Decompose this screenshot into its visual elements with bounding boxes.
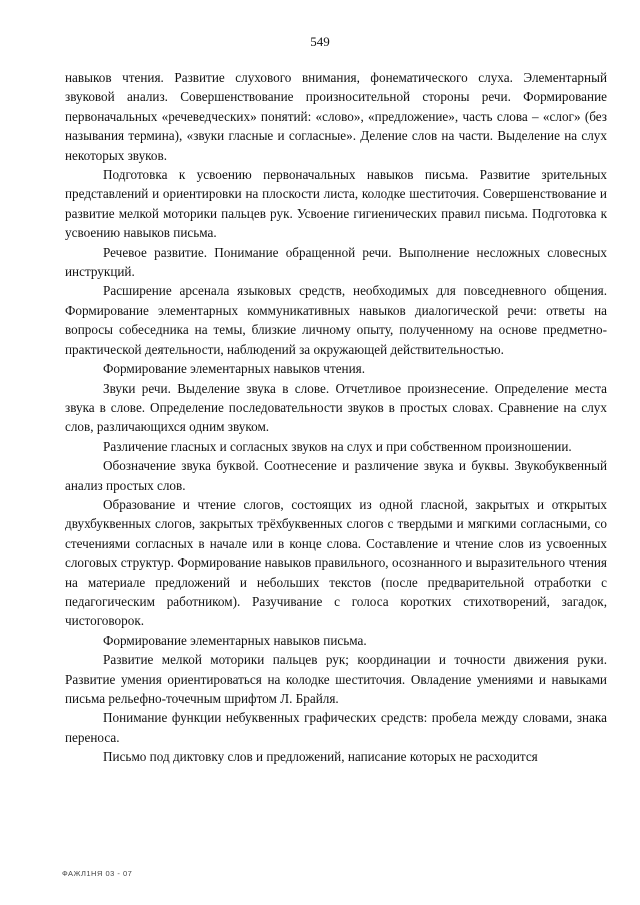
paragraph: Понимание функции небуквенных графических средств: пробела между словами, знака переноса. (65, 710, 607, 745)
paragraph: Подготовка к усвоению первоначальных навыков письма. Развитие зрительных представлений и ориентировки на плоскости листа, колодке шеститочия. Совершенствование и развитие мелкой моторики пальцев рук. Усвоение гигиенических правил письма. Подготовка к усвоению навыков письма. (65, 167, 607, 241)
paragraph: Различение гласных и согласных звуков на слух и при собственном произношении. (103, 438, 572, 454)
paragraph: Звуки речи. Выделение звука в слове. Отчетливое произнесение. Определение места звука в слове. Определение последовательности звуков в простых словах. Сравнение на слух слов, различающихся одним звуком. (65, 380, 607, 435)
paragraph: Образование и чтение слогов, состоящих из одной гласной, закрытых и открытых двухбуквенных слогов, закрытых трёхбуквенных слогов с твердыми и мягкими согласными, со стечениями согласных в начале или в конце слова. Составление и чтение слов из усвоенных слоговых структур. Формирование навыков правильного, осознанного и выразительного чтения на материале предложений и небольших текстов (после предварительной отработки с педагогическим работником). Разучивание с голоса коротких стихотворений, загадок, чистоговорок. (65, 496, 607, 629)
section-heading: Формирование элементарных навыков чтения. (103, 361, 366, 377)
paragraph: навыков чтения. Развитие слухового внимания, фонематического слуха. Элементарный звуковой анализ. Совершенствование произносительной стороны речи. Формирование первоначальных «речеведческих» понятий: «слово», «предложение», часть слова – «слог» (без называния термина), «звуки гласные и согласные». Деление слов на части. Выделение на слух некоторых звуков. (65, 70, 607, 163)
paragraph: Письмо под диктовку слов и предложений, написание которых не расходится (103, 749, 538, 765)
paragraph: Развитие мелкой моторики пальцев рук; координации и точности движения руки. Развитие умения ориентироваться на колодке шеститочия. Овладение умениями и навыками письма рельефно-точечным шрифтом Л. Брайля. (65, 652, 607, 706)
paragraph: Обозначение звука буквой. Соотнесение и различение звука и буквы. Звукобуквенный анализ простых слов. (65, 458, 607, 493)
page-number: 549 (310, 34, 330, 49)
paragraph: Речевое развитие. Понимание обращенной речи. Выполнение несложных словесных инструкций. (65, 244, 607, 280)
section-heading: Формирование элементарных навыков письма. (103, 632, 367, 648)
footer-code: ФАЖЛ1НЯ 03 - 07 (62, 869, 133, 878)
body-text (65, 68, 607, 767)
paragraph: Расширение арсенала языковых средств, необходимых для повседневного общения. Формирование элементарных коммуникативных навыков диалогической речи: ответы на вопросы собеседника на темы, близкие личному опыту, полученному на основе предметно-практической деятельности, наблюдений за окружающей действительностью. (65, 283, 607, 357)
